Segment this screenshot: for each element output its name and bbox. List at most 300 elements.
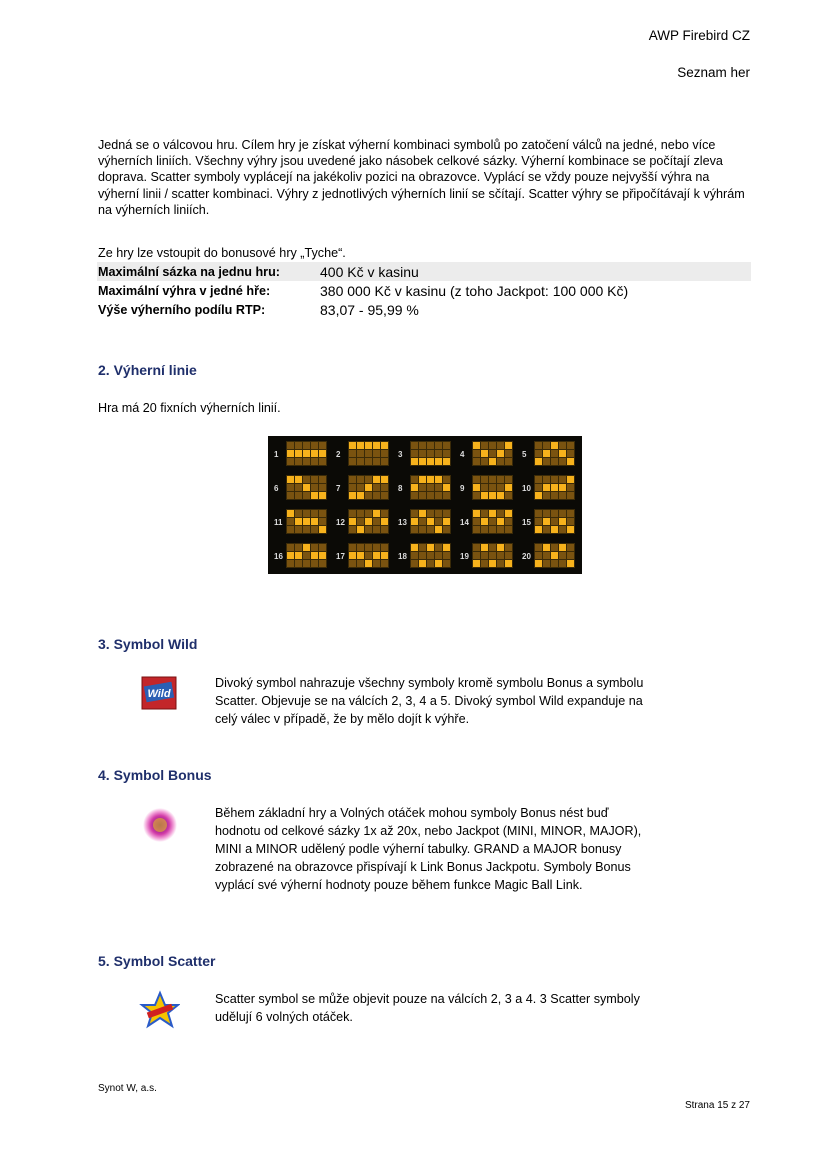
payline-cell: [419, 450, 426, 457]
payline-cell: [505, 544, 512, 551]
payline-cell: [481, 510, 488, 517]
payline-cell: [311, 552, 318, 559]
payline-cell: [357, 526, 364, 533]
payline-cell: [319, 450, 326, 457]
payline-cell: [319, 544, 326, 551]
payline-cell: [551, 560, 558, 567]
payline-cell: [435, 552, 442, 559]
payline-cell: [319, 518, 326, 525]
info-label: Maximální výhra v jedné hře:: [98, 283, 271, 298]
payline-cell: [287, 552, 294, 559]
payline-number: 5: [522, 450, 527, 459]
payline-cell: [567, 484, 574, 491]
payline-cell: [295, 442, 302, 449]
lines-text: Hra má 20 fixních výherních linií.: [98, 401, 281, 415]
payline-number: 9: [460, 484, 465, 493]
payline-cell: [427, 484, 434, 491]
payline-cell: [381, 476, 388, 483]
payline-cell: [505, 526, 512, 533]
payline-cell: [427, 492, 434, 499]
info-row: [97, 281, 751, 300]
payline-cell: [543, 526, 550, 533]
payline-grid: [348, 441, 389, 466]
payline-cell: [411, 492, 418, 499]
payline-cell: [567, 450, 574, 457]
payline-cell: [319, 442, 326, 449]
payline-cell: [473, 476, 480, 483]
payline-cell: [427, 518, 434, 525]
section-heading-lines: 2. Výherní linie: [98, 362, 197, 378]
payline-cell: [303, 510, 310, 517]
payline-cell: [551, 476, 558, 483]
payline-cell: [373, 442, 380, 449]
payline-cell: [373, 526, 380, 533]
payline-cell: [365, 492, 372, 499]
payline-cell: [373, 560, 380, 567]
footer-company: Synot W, a.s.: [98, 1083, 157, 1094]
payline-cell: [535, 544, 542, 551]
payline-cell: [481, 442, 488, 449]
payline-cell: [311, 458, 318, 465]
payline-cell: [535, 458, 542, 465]
payline-cell: [435, 492, 442, 499]
payline-cell: [411, 476, 418, 483]
payline-cell: [559, 510, 566, 517]
payline-cell: [319, 510, 326, 517]
payline-cell: [427, 560, 434, 567]
payline-cell: [311, 484, 318, 491]
payline-cell: [543, 476, 550, 483]
payline-grid: [286, 441, 327, 466]
payline-cell: [535, 518, 542, 525]
payline-cell: [303, 492, 310, 499]
payline-number: 16: [274, 552, 283, 561]
payline-cell: [311, 560, 318, 567]
payline-cell: [373, 484, 380, 491]
payline-cell: [473, 442, 480, 449]
payline-cell: [411, 510, 418, 517]
payline-cell: [381, 458, 388, 465]
payline-cell: [349, 484, 356, 491]
payline-cell: [481, 450, 488, 457]
payline-cell: [473, 544, 480, 551]
payline-cell: [567, 458, 574, 465]
payline-cell: [381, 510, 388, 517]
payline-cell: [551, 458, 558, 465]
payline-cell: [489, 510, 496, 517]
payline-cell: [443, 450, 450, 457]
payline-number: 7: [336, 484, 341, 493]
payline-cell: [419, 492, 426, 499]
section-heading-scatter: 5. Symbol Scatter: [98, 953, 216, 969]
payline-cell: [373, 450, 380, 457]
payline-cell: [287, 544, 294, 551]
payline-cell: [287, 442, 294, 449]
payline-cell: [443, 458, 450, 465]
info-row: [97, 262, 751, 281]
payline-cell: [427, 510, 434, 517]
payline-cell: [559, 442, 566, 449]
payline-cell: [311, 518, 318, 525]
payline-cell: [489, 560, 496, 567]
payline-cell: [567, 476, 574, 483]
payline-cell: [319, 476, 326, 483]
payline-cell: [427, 526, 434, 533]
payline-cell: [505, 442, 512, 449]
payline-cell: [435, 526, 442, 533]
payline-cell: [411, 552, 418, 559]
payline-cell: [349, 544, 356, 551]
payline-cell: [303, 518, 310, 525]
payline-cell: [303, 544, 310, 551]
payline-cell: [543, 518, 550, 525]
payline-cell: [535, 476, 542, 483]
payline-cell: [319, 526, 326, 533]
payline-cell: [357, 476, 364, 483]
footer-page-number: Strana 15 z 27: [684, 1100, 750, 1111]
payline-cell: [551, 552, 558, 559]
payline-cell: [551, 450, 558, 457]
payline-cell: [349, 526, 356, 533]
info-value: 400 Kč v kasinu: [320, 263, 419, 280]
payline-cell: [497, 442, 504, 449]
payline-cell: [559, 492, 566, 499]
payline-cell: [419, 544, 426, 551]
payline-cell: [357, 450, 364, 457]
payline-cell: [381, 560, 388, 567]
wild-symbol-icon: [138, 674, 180, 714]
payline-cell: [489, 458, 496, 465]
payline-grid: [286, 509, 327, 534]
payline-cell: [357, 492, 364, 499]
payline-cell: [443, 510, 450, 517]
payline-grid: [534, 509, 575, 534]
payline-cell: [535, 552, 542, 559]
payline-grid: [534, 475, 575, 500]
scatter-text: Scatter symbol se může objevit pouze na válcích 2, 3 a 4. 3 Scatter symboly udělují 6 volných otáček.: [215, 992, 640, 1024]
payline-cell: [349, 458, 356, 465]
payline-cell: [543, 560, 550, 567]
payline-cell: [497, 458, 504, 465]
payline-cell: [489, 492, 496, 499]
payline-cell: [489, 518, 496, 525]
payline-cell: [373, 492, 380, 499]
payline-cell: [365, 458, 372, 465]
payline-cell: [311, 544, 318, 551]
info-label: Výše výherního podílu RTP:: [98, 302, 266, 317]
payline-cell: [497, 552, 504, 559]
scatter-star-icon: [138, 990, 180, 1030]
payline-cell: [303, 552, 310, 559]
payline-cell: [567, 552, 574, 559]
payline-grid: [410, 475, 451, 500]
payline-cell: [481, 552, 488, 559]
payline-number: 11: [274, 518, 283, 527]
section-heading-wild: 3. Symbol Wild: [98, 636, 198, 652]
payline-cell: [489, 476, 496, 483]
payline-cell: [381, 484, 388, 491]
payline-grid: [472, 475, 513, 500]
payline-cell: [295, 510, 302, 517]
payline-cell: [349, 518, 356, 525]
payline-cell: [473, 526, 480, 533]
payline-cell: [535, 560, 542, 567]
payline-cell: [481, 526, 488, 533]
payline-cell: [411, 484, 418, 491]
payline-cell: [559, 544, 566, 551]
payline-cell: [543, 544, 550, 551]
bonus-ball-icon: [138, 805, 180, 845]
payline-cell: [481, 544, 488, 551]
payline-number: 15: [522, 518, 531, 527]
payline-cell: [373, 518, 380, 525]
payline-cell: [357, 458, 364, 465]
payline-cell: [505, 492, 512, 499]
payline-cell: [435, 450, 442, 457]
header-subtitle: Seznam her: [677, 65, 750, 80]
payline-cell: [287, 492, 294, 499]
payline-cell: [481, 458, 488, 465]
paylines-image: [268, 436, 582, 574]
header-title: AWP Firebird CZ: [648, 28, 750, 43]
payline-cell: [505, 458, 512, 465]
payline-number: 20: [522, 552, 531, 561]
payline-cell: [435, 544, 442, 551]
payline-cell: [419, 552, 426, 559]
payline-cell: [559, 484, 566, 491]
payline-cell: [443, 526, 450, 533]
payline-cell: [381, 442, 388, 449]
payline-cell: [543, 552, 550, 559]
payline-cell: [505, 484, 512, 491]
payline-cell: [473, 560, 480, 567]
payline-cell: [551, 544, 558, 551]
payline-cell: [295, 560, 302, 567]
payline-cell: [567, 442, 574, 449]
payline-cell: [551, 442, 558, 449]
payline-number: 14: [460, 518, 469, 527]
payline-cell: [559, 450, 566, 457]
payline-cell: [443, 476, 450, 483]
payline-cell: [349, 492, 356, 499]
payline-cell: [481, 492, 488, 499]
payline-cell: [381, 450, 388, 457]
payline-number: 6: [274, 484, 279, 493]
payline-cell: [473, 484, 480, 491]
payline-cell: [365, 450, 372, 457]
payline-cell: [427, 442, 434, 449]
payline-cell: [543, 458, 550, 465]
payline-cell: [287, 476, 294, 483]
payline-cell: [349, 560, 356, 567]
payline-cell: [349, 510, 356, 517]
payline-cell: [419, 484, 426, 491]
payline-cell: [381, 544, 388, 551]
payline-cell: [349, 450, 356, 457]
payline-cell: [419, 518, 426, 525]
payline-cell: [497, 544, 504, 551]
payline-cell: [419, 458, 426, 465]
payline-cell: [295, 476, 302, 483]
payline-grid: [472, 441, 513, 466]
payline-cell: [357, 518, 364, 525]
payline-cell: [311, 442, 318, 449]
payline-grid: [472, 509, 513, 534]
payline-cell: [435, 484, 442, 491]
payline-grid: [410, 543, 451, 568]
payline-cell: [287, 518, 294, 525]
payline-cell: [295, 492, 302, 499]
payline-cell: [303, 484, 310, 491]
payline-cell: [411, 442, 418, 449]
payline-cell: [381, 492, 388, 499]
payline-cell: [505, 560, 512, 567]
payline-cell: [295, 458, 302, 465]
payline-cell: [481, 560, 488, 567]
payline-cell: [287, 458, 294, 465]
payline-cell: [319, 484, 326, 491]
payline-cell: [489, 552, 496, 559]
payline-cell: [481, 518, 488, 525]
payline-cell: [567, 518, 574, 525]
payline-cell: [411, 526, 418, 533]
wild-text: Divoký symbol nahrazuje všechny symboly kromě symbolu Bonus a symbolu Scatter. Objevuje se na válcích 2, 3, 4 a 5. Divoký symbol Wild expanduje na celý válec v případě, že by mělo dojít k výhře.: [215, 676, 644, 726]
payline-cell: [543, 484, 550, 491]
payline-cell: [473, 510, 480, 517]
payline-cell: [287, 510, 294, 517]
payline-cell: [365, 526, 372, 533]
payline-grid: [534, 441, 575, 466]
payline-cell: [435, 442, 442, 449]
payline-cell: [489, 442, 496, 449]
payline-grid: [534, 543, 575, 568]
payline-cell: [357, 510, 364, 517]
bonus-note: Ze hry lze vstoupit do bonusové hry „Tyche“.: [98, 246, 346, 260]
payline-cell: [435, 518, 442, 525]
payline-cell: [365, 484, 372, 491]
payline-cell: [295, 526, 302, 533]
payline-cell: [559, 518, 566, 525]
payline-cell: [551, 526, 558, 533]
payline-cell: [443, 442, 450, 449]
payline-cell: [419, 526, 426, 533]
bonus-text: Během základní hry a Volných otáček mohou symboly Bonus nést buď hodnotu od celkové sázky 1x až 20x, nebo Jackpot (MINI, MINOR, MAJOR), MINI a MINOR udělený podle výherní tabulky. GRAND a MAJOR bonusy zobrazené na obrazovce přispívají k Link Bonus Jackpotu. Symboly Bonus vyplácí své výherní hodnoty pouze během funkce Magic Ball Link.: [215, 806, 642, 892]
payline-cell: [311, 510, 318, 517]
payline-cell: [543, 450, 550, 457]
payline-cell: [349, 552, 356, 559]
payline-cell: [365, 544, 372, 551]
payline-cell: [411, 458, 418, 465]
payline-cell: [295, 544, 302, 551]
payline-cell: [295, 450, 302, 457]
payline-cell: [551, 484, 558, 491]
payline-cell: [559, 526, 566, 533]
payline-cell: [567, 560, 574, 567]
payline-cell: [303, 442, 310, 449]
payline-cell: [535, 450, 542, 457]
info-value: 83,07 - 95,99 %: [320, 301, 419, 318]
game-info-table: [97, 262, 751, 319]
wild-icon-label: Wild: [147, 688, 171, 700]
payline-number: 19: [460, 552, 469, 561]
payline-cell: [567, 544, 574, 551]
payline-cell: [411, 560, 418, 567]
payline-cell: [497, 492, 504, 499]
payline-cell: [295, 484, 302, 491]
payline-cell: [319, 552, 326, 559]
payline-cell: [357, 560, 364, 567]
payline-cell: [535, 526, 542, 533]
payline-cell: [505, 510, 512, 517]
payline-cell: [357, 442, 364, 449]
payline-number: 2: [336, 450, 341, 459]
payline-cell: [559, 552, 566, 559]
payline-cell: [411, 544, 418, 551]
payline-cell: [497, 526, 504, 533]
payline-cell: [473, 518, 480, 525]
payline-cell: [489, 526, 496, 533]
payline-cell: [473, 458, 480, 465]
payline-cell: [443, 518, 450, 525]
payline-cell: [489, 450, 496, 457]
payline-cell: [443, 492, 450, 499]
payline-cell: [365, 518, 372, 525]
payline-cell: [535, 510, 542, 517]
payline-cell: [535, 442, 542, 449]
payline-cell: [419, 442, 426, 449]
payline-cell: [303, 458, 310, 465]
payline-cell: [497, 510, 504, 517]
payline-cell: [443, 560, 450, 567]
payline-cell: [435, 458, 442, 465]
payline-cell: [357, 484, 364, 491]
payline-number: 3: [398, 450, 403, 459]
payline-number: 8: [398, 484, 403, 493]
payline-cell: [295, 518, 302, 525]
payline-number: 1: [274, 450, 279, 459]
payline-cell: [567, 526, 574, 533]
payline-cell: [427, 544, 434, 551]
payline-cell: [567, 510, 574, 517]
payline-cell: [505, 450, 512, 457]
payline-cell: [543, 492, 550, 499]
payline-cell: [287, 526, 294, 533]
payline-cell: [311, 526, 318, 533]
payline-grid: [348, 509, 389, 534]
payline-cell: [311, 450, 318, 457]
payline-cell: [559, 476, 566, 483]
payline-cell: [543, 442, 550, 449]
payline-number: 17: [336, 552, 345, 561]
payline-cell: [373, 552, 380, 559]
payline-cell: [489, 484, 496, 491]
payline-cell: [481, 484, 488, 491]
payline-cell: [473, 450, 480, 457]
payline-cell: [559, 458, 566, 465]
payline-grid: [286, 543, 327, 568]
payline-cell: [381, 518, 388, 525]
payline-cell: [497, 484, 504, 491]
payline-cell: [443, 484, 450, 491]
payline-cell: [443, 544, 450, 551]
info-row: [97, 300, 751, 319]
payline-cell: [349, 476, 356, 483]
payline-cell: [551, 510, 558, 517]
payline-grid: [410, 509, 451, 534]
payline-cell: [349, 442, 356, 449]
payline-cell: [295, 552, 302, 559]
payline-cell: [497, 560, 504, 567]
